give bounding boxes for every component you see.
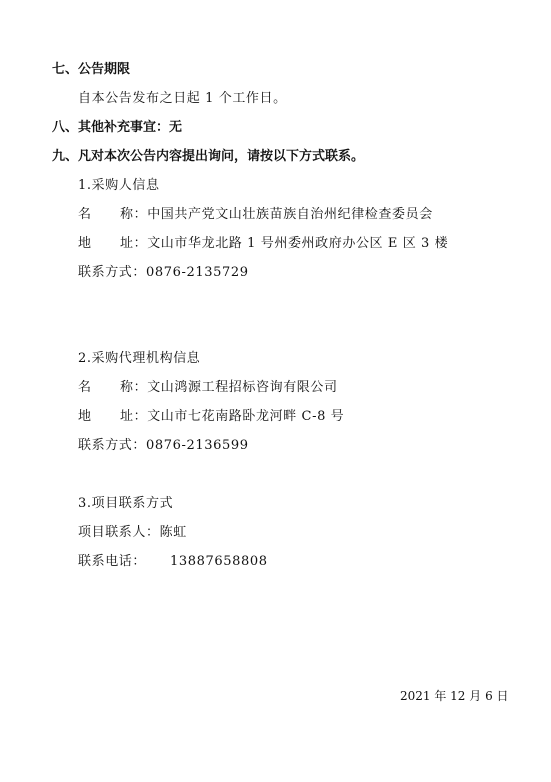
purchaser-address-value: 文山市华龙北路 1 号州委州政府办公区 E 区 3 楼	[147, 236, 449, 251]
agency-address-row	[78, 409, 344, 425]
agency-contact-row	[78, 438, 249, 454]
purchaser-name-value: 中国共产党文山壮族苗族自治州纪律检查委员会	[147, 207, 433, 222]
project-title: 3.项目联系方式	[78, 496, 174, 511]
name-label-b: 称：	[120, 380, 148, 395]
project-person-value: 陈虹	[159, 525, 187, 540]
project-phone-value: 13887658808	[170, 554, 268, 569]
purchaser-contact-value: 0876-2135729	[146, 265, 249, 280]
section7-heading: 七、公告期限	[52, 62, 131, 77]
address-label-a: 地	[78, 236, 92, 251]
document-date: 2021 年 12 月 6 日	[400, 689, 509, 703]
purchaser-title: 1.采购人信息	[78, 178, 160, 193]
purchaser-contact-row	[78, 265, 249, 281]
project-person-row	[78, 525, 187, 541]
section7-text: 自本公告发布之日起 1 个工作日。	[78, 91, 287, 106]
purchaser-address-row	[78, 236, 448, 252]
agency-name-row	[78, 380, 338, 396]
agency-address-value: 文山市七花南路卧龙河畔 C-8 号	[147, 409, 345, 424]
address-label-b: 址：	[120, 409, 148, 424]
name-label-a: 名	[78, 207, 92, 222]
contact-label: 联系方式：	[78, 265, 147, 280]
address-label-a: 地	[78, 409, 92, 424]
contact-label: 联系方式：	[78, 438, 147, 453]
person-label: 项目联系人：	[78, 525, 160, 540]
name-label-a: 名	[78, 380, 92, 395]
phone-label: 联系电话：	[78, 554, 147, 569]
purchaser-name-row	[78, 207, 433, 223]
address-label-b: 址：	[120, 236, 148, 251]
agency-contact-value: 0876-2136599	[146, 438, 249, 453]
section9-heading: 九、凡对本次公告内容提出询问，请按以下方式联系。	[52, 149, 365, 164]
section8-heading: 八、其他补充事宜：无	[52, 120, 183, 135]
agency-title: 2.采购代理机构信息	[78, 351, 201, 366]
name-label-b: 称：	[120, 207, 148, 222]
project-phone-row	[78, 554, 268, 570]
agency-name-value: 文山鸿源工程招标咨询有限公司	[147, 380, 338, 395]
